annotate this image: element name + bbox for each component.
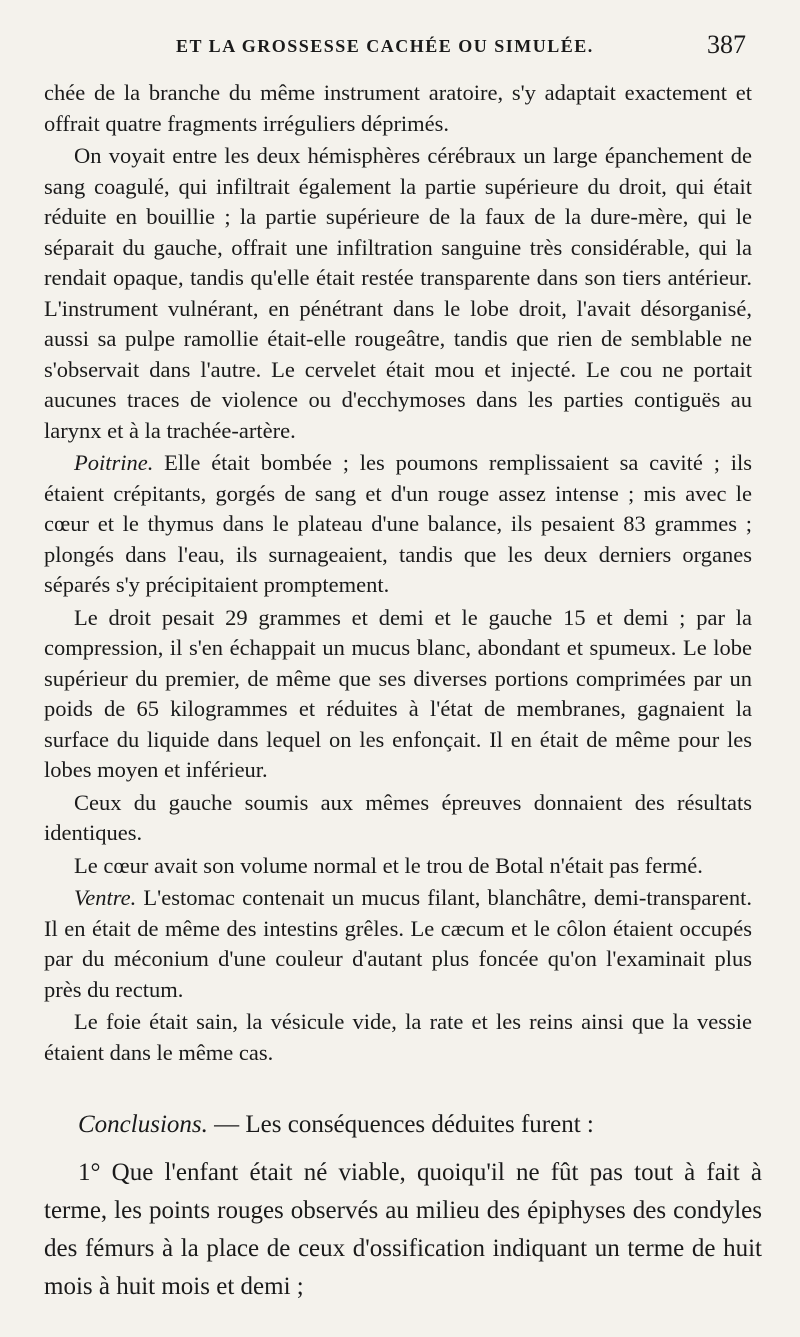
conclusions-heading (44, 1106, 762, 1144)
body-text (44, 78, 752, 1070)
paragraph-8-text: Le foie était sain, la vésicule vide, la rate et les reins ainsi que la vessie étaient dans le même cas. (44, 1009, 752, 1065)
running-head-title: ET LA GROSSESSE CACHÉE OU SIMULÉE. (176, 36, 594, 56)
paragraph-poitrine-text: Elle était bombée ; les poumons remplissaient sa cavité ; ils étaient crépitants, gorgés de sang et d'un rouge assez intense ; mis avec le cœur et le thymus dans le plateau d'une balance, ils pesaient 83 grammes ; plongés dans l'eau, ils surnageaient, tandis que les deux derniers organes séparés s'y précipitaient promptement. (44, 450, 752, 597)
paragraph-poitrine-lead: Poitrine. (74, 450, 154, 475)
paragraph-6 (44, 851, 752, 882)
running-head (44, 30, 756, 70)
conclusions-heading-rest: — Les conséquences déduites furent : (207, 1111, 594, 1138)
paragraph-1-text: chée de la branche du même instrument aratoire, s'y adaptait exactement et offrait quatre fragments irréguliers déprimés. (44, 80, 752, 136)
paragraph-5-text: Ceux du gauche soumis aux mêmes épreuves donnaient des résultats identiques. (44, 789, 752, 845)
conclusion-item-1: 1° Que l'enfant était né viable, quoiqu'il ne fût pas tout à fait à terme, les points rouges observés au milieu des épiphyses des condyles des fémurs à la place de ceux d'ossification indiquant un terme de huit mois à huit mois et demi ; (44, 1159, 762, 1300)
paragraph-ventre (44, 883, 752, 1005)
paragraph-ventre-lead: Ventre. (74, 885, 137, 910)
paragraph-poitrine (44, 448, 752, 601)
conclusions-heading-italic: Conclusions. (78, 1111, 208, 1138)
page-number: 387 (707, 30, 746, 59)
paragraph-1 (44, 78, 752, 139)
paragraph-5 (44, 788, 752, 849)
conclusions-section (44, 1106, 762, 1316)
paragraph-8 (44, 1007, 752, 1068)
paragraph-ventre-text: L'estomac contenait un mucus filant, blanchâtre, demi-transparent. Il en était de même des intestins grêles. Le cæcum et le côlon étaient occupés par du méconium d'une couleur d'autant plus foncée qu'on l'examinait plus près du rectum. (44, 885, 752, 1002)
paragraph-2-text: On voyait entre les deux hémisphères cérébraux un large épanchement de sang coagulé, qui infiltrait également la partie supérieure du droit, qui était réduite en bouillie ; la partie supérieure de la faux de la dure-mère, qui le séparait du gauche, offrait une infiltration sanguine très considérable, qui la rendait opaque, tandis qu'elle était restée transparente dans son tiers antérieur. L'instrument vulnérant, en pénétrant dans le lobe droit, l'avait désorganisé, aussi sa pulpe ramollie était-elle rougeâtre, tandis que rien de semblable ne s'observait dans l'autre. Le cervelet était mou et injecté. Le cou ne portait aucunes traces de violence ou d'ecchymoses dans les parties contiguës au larynx et à la trachée-artère. (44, 143, 752, 443)
paragraph-4 (44, 603, 752, 786)
paragraph-2 (44, 141, 752, 446)
paragraph-6-text: Le cœur avait son volume normal et le trou de Botal n'était pas fermé. (74, 852, 703, 878)
paragraph-4-text: Le droit pesait 29 grammes et demi et le gauche 15 et demi ; par la compression, il s'en échappait un mucus blanc, abondant et spumeux. Le lobe supérieur du premier, de même que ses diverses portions comprimées par un poids de 65 kilogrammes et réduites à l'état de membranes, gagnaient la surface du liquide dans lequel on les enfonçait. Il en était de même pour les lobes moyen et inférieur. (44, 604, 752, 782)
